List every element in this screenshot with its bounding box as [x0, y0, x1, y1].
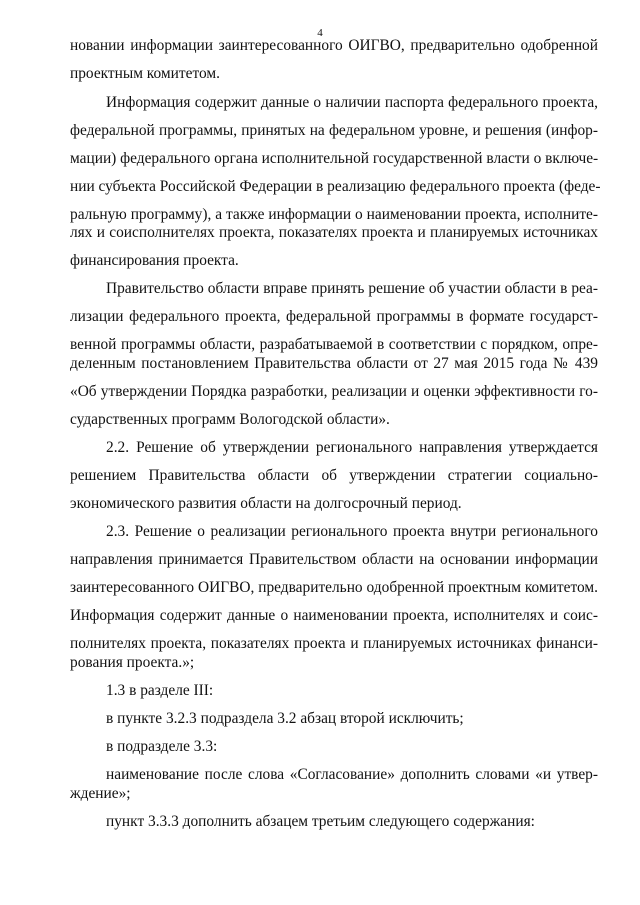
text-line: новании информации заинтересованного ОИГВО, предварительно одобренной	[70, 37, 598, 54]
text-line: лизации федерального проекта, федеральной программы в формате государст-	[70, 308, 598, 325]
text-line: в подразделе 3.3:	[106, 738, 218, 755]
text-line: деленным постановлением Правительства области от 27 мая 2015 года № 439	[70, 355, 598, 372]
text-line: заинтересованного ОИГВО, предварительно одобренной проектным комитетом.	[70, 579, 598, 596]
text-line: пункт 3.3.3 дополнить абзацем третьим следующего содержания:	[106, 813, 535, 830]
text-line: федеральной программы, принятых на федеральном уровне, и решения (инфор-	[70, 122, 598, 139]
text-line: полнителях проекта, показателях проекта и планируемых источниках финанси-	[70, 635, 598, 652]
text-line: наименование после слова «Согласование» дополнить словами «и утвер-	[106, 766, 598, 783]
text-line: проектным комитетом.	[70, 65, 220, 82]
text-line: нии субъекта Российской Федерации в реализацию федерального проекта (феде-	[70, 178, 601, 195]
text-line: ральную программу), а также информации о наименовании проекта, исполните-	[70, 206, 598, 223]
text-line: в пункте 3.2.3 подраздела 3.2 абзац второй исключить;	[106, 710, 464, 727]
text-line: лях и соисполнителях проекта, показателях проекта и планируемых источниках	[70, 224, 598, 241]
text-line: Правительство области вправе принять решение об участии области в реа-	[106, 280, 598, 297]
text-line: рования проекта.»;	[70, 654, 195, 671]
text-line: ждение»;	[70, 785, 131, 802]
text-line: финансирования проекта.	[70, 252, 239, 269]
text-line: венной программы области, разрабатываемой в соответствии с порядком, опре-	[70, 336, 598, 353]
text-line: Информация содержит данные о наименовании проекта, исполнителях и соис-	[70, 607, 598, 624]
text-line: направления принимается Правительством области на основании информации	[70, 551, 598, 568]
text-line: 1.3 в разделе III:	[106, 682, 214, 699]
text-line: мации) федерального органа исполнительной государственной власти о включе-	[70, 150, 599, 167]
text-line: Информация содержит данные о наличии паспорта федерального проекта,	[106, 94, 598, 111]
page-number: 4	[317, 27, 323, 39]
text-line: сударственных программ Вологодской области».	[70, 411, 390, 428]
text-line: 2.2. Решение об утверждении регионального направления утверждается	[106, 439, 598, 456]
text-line: 2.3. Решение о реализации регионального проекта внутри регионального	[106, 523, 598, 540]
text-line: экономического развития области на долгосрочный период.	[70, 495, 462, 512]
text-line: решением Правительства области об утверждении стратегии социально-	[70, 467, 598, 484]
text-line: «Об утверждении Порядка разработки, реализации и оценки эффективности го-	[70, 383, 598, 400]
